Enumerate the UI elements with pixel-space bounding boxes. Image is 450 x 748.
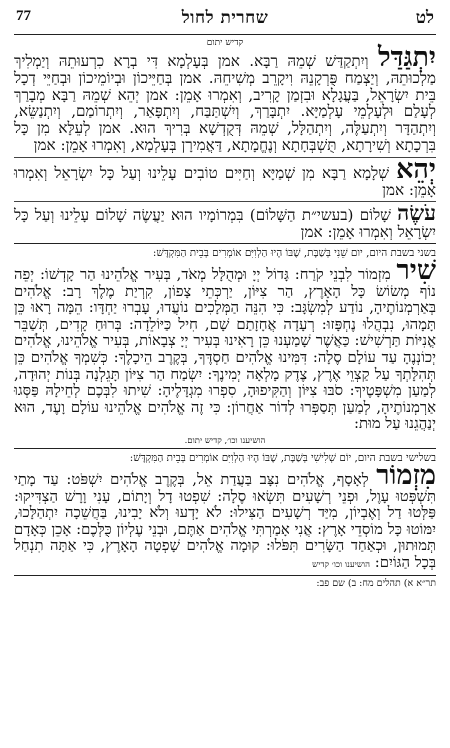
oseh-first-word: עֹשֶׂה — [397, 200, 437, 226]
yehe-text: שְׁלָמָא רַבָּא מִן שְׁמַיָּא וְחַיִּים טוֹבִים עָלֵינוּ וְעַל כָּל יִשְׂרָאֵל וְאִמְרוּ אָמֵן: אמן — [14, 163, 436, 199]
tuesday-text: לְאָסָף, אֱלֹהִים נִצָּב בַּעֲדַת אֵל, בְּקֶרֶב אֱלֹהִים יִשְׁפֹּט: עַד מָתַי תִּשְׁפְּטוּ עָוֶל, וּפְנֵי רְשָׁעִים תִּשְׂאוּ סֶלָה: שִׁפְטוּ דָל וְיָתוֹם, עָנִי וָרָשׁ הַצְדִּיקוּ: פַּלְּטוּ דַל וְאֶבְיוֹן, מִיַּד רְשָׁעִים הַצִּילוּ: לֹא יָדְעוּ וְלֹא יָבִינוּ, בַּחֲשֵׁכָה יִתְהַלָּכוּ, יִמּוֹטוּ כָּל מוֹסְדֵי אָרֶץ: אֲנִי אָמַרְתִּי אֱלֹהִים אַתֶּם, וּבְנֵי עֶלְיוֹן כֻּלְּכֶם: אָכֵן כְּאָדָם תְּמוּתוּן, וּכְאַחַד הַשָּׂרִים תִּפֹּלוּ: קוּמָה אֱלֹהִים שָׁפְטָה הָאָרֶץ, כִּי אַתָּה תִנְחַל בְּכָל הַגּוֹיִם: — [14, 470, 436, 571]
footnote: תר״א א) תהלים מח: ב) שם פב: — [316, 578, 436, 590]
monday-psalm — [14, 254, 436, 433]
monday-intro: בשני בשבת היום, יום שֵׁנִי בְּשַׁבָּת, שֶׁבּוֹ הָיוּ הַלְוִיִּם אוֹמְרִים בְּבֵית הַמִּקְדָּשׁ: — [152, 246, 436, 259]
hebrew-page-number: לט — [415, 8, 434, 28]
kaddish-text: וְיִתְקַדַּשׁ שְׁמֵהּ רַבָּא. אמן בְּעָלְמָא דִּי בְרָא כִרְעוּתֵהּ וְיַמְלִיךְ מַלְכוּתֵהּ, וְיַצְמַח פֻּרְקָנֵהּ וִיקָרֵב מְשִׁיחֵהּ. אמן בְּחַיֵּיכוֹן וּבְיוֹמֵיכוֹן וּבְחַיֵּי דְכָל בֵּית יִשְׂרָאֵל, בַּעֲגָלָא וּבִזְמַן קָרִיב, וְאִמְרוּ אָמֵן: אמן יְהֵא שְׁמֵהּ רַבָּא מְבָרַךְ לְעָלַם וּלְעָלְמֵי עָלְמַיָּא. יִתְבָּרַךְ, וְיִשְׁתַּבַּח, וְיִתְפָּאַר, וְיִתְרוֹמַם, וְיִתְנַשֵּׂא, וְיִתְהַדָּר וְיִתְעַלֶּה, וְיִתְהַלָּל, שְׁמֵהּ דְּקֻדְשָׁא בְּרִיךְ הוּא. אמן לְעֵלָּא מִן כָּל בִּרְכָתָא וְשִׁירָתָא, תֻּשְׁבְּחָתָא וְנֶחֱמָתָא, דַּאֲמִירָן בְּעָלְמָא, וְאִמְרוּ אָמֵן: אמן — [14, 52, 436, 154]
tuesday-end-note: הושיענו וכו׳ קדיש — [312, 559, 370, 570]
tuesday-psalm — [14, 459, 436, 574]
page-header — [14, 8, 436, 32]
monday-first-word: שִׁיר — [396, 254, 436, 286]
divider — [14, 201, 436, 202]
tuesday-first-word: מִזְמוֹר — [376, 459, 436, 491]
header-rule — [14, 34, 436, 35]
kaddish-label: קדיש יתום — [206, 38, 244, 48]
oseh-shalom-paragraph — [14, 200, 437, 242]
page-number: 77 — [16, 8, 31, 24]
section-rule — [14, 243, 436, 244]
monday-end-note: הושיענו וכו׳, קדיש יתום. — [184, 435, 266, 446]
kaddish-first-word: יִתְגַּדַּל — [377, 42, 437, 73]
section-rule — [14, 448, 436, 449]
yehe-first-word: יְהֵא — [396, 153, 437, 185]
monday-text: מִזְמוֹר לִבְנֵי קֹרַח: גָּדוֹל יְיָ וּמְהֻלָּל מְאֹד, בְּעִיר אֱלֹהֵינוּ הַר קָדְשׁוֹ: יְפֵה נוֹף מְשׂוֹשׂ כָּל הָאָרֶץ, הַר צִיּוֹן, יַרְכְּתֵי צָפוֹן, קִרְיַת מֶלֶךְ רָב: אֱלֹהִים בְּאַרְמְנוֹתֶיהָ, נוֹדַע לְמִשְׂגָּב: כִּי הִנֵּה הַמְּלָכִים נוֹעֲדוּ, עָבְרוּ יַחְדָּו: הֵמָּה רָאוּ כֵּן תָּמָהוּ, נִבְהֲלוּ נֶחְפָּזוּ: רְעָדָה אֲחָזָתַם שָׁם, חִיל כַּיּוֹלֵדָה: בְּרוּחַ קָדִים, תְּשַׁבֵּר אֳנִיּוֹת תַּרְשִׁישׁ: כַּאֲשֶׁר שָׁמַעְנוּ כֵּן רָאִינוּ בְּעִיר יְיָ צְבָאוֹת, בְּעִיר אֱלֹהֵינוּ, אֱלֹהִים יְכוֹנְנֶהָ עַד עוֹלָם סֶלָה: דִּמִּינוּ אֱלֹהִים חַסְדֶּךָ, בְּקֶרֶב הֵיכָלֶךָ: כְּשִׁמְךָ אֱלֹהִים כֵּן תְּהִלָּתְךָ עַל קַצְוֵי אֶרֶץ, צֶדֶק מָלְאָה יְמִינֶךָ: יִשְׂמַח הַר צִיּוֹן תָּגֵלְנָה בְּנוֹת יְהוּדָה, לְמַעַן מִשְׁפָּטֶיךָ: סֹבּוּ צִיּוֹן וְהַקִּיפוּהָ, סִפְרוּ מִגְדָּלֶיהָ: שִׁיתוּ לִבְּכֶם לְחֵילָהּ פַּסְּגוּ אַרְמְנוֹתֶיהָ, לְמַעַן תְּסַפְּרוּ לְדוֹר אַחֲרוֹן: כִּי זֶה אֱלֹהִים אֱלֹהֵינוּ עוֹלָם וָעֶד, הוּא יְנַהֲגֵנוּ עַל מוּת: — [14, 265, 436, 433]
page-title: שחרית לחול — [181, 8, 269, 28]
oseh-text: שָׁלוֹם (בעשי״ת הַשָּׁלוֹם) בִּמְרוֹמָיו הוּא יַעֲשֶׂה שָׁלוֹם עָלֵינוּ וְעַל כָּל יִשְׂרָאֵל וְאִמְרוּ אָמֵן: אמן — [14, 206, 436, 242]
divider — [14, 157, 436, 158]
yehe-shlama-paragraph — [14, 153, 437, 199]
tuesday-intro: בשלישי בשבת היום, יוֹם שְׁלִישִׁי בְּשַׁבָּת, שֶׁבּוֹ הָיוּ הַלְוִיִּם אוֹמְרִים בְּבֵית הַמִּקְדָּשׁ: — [129, 451, 436, 464]
